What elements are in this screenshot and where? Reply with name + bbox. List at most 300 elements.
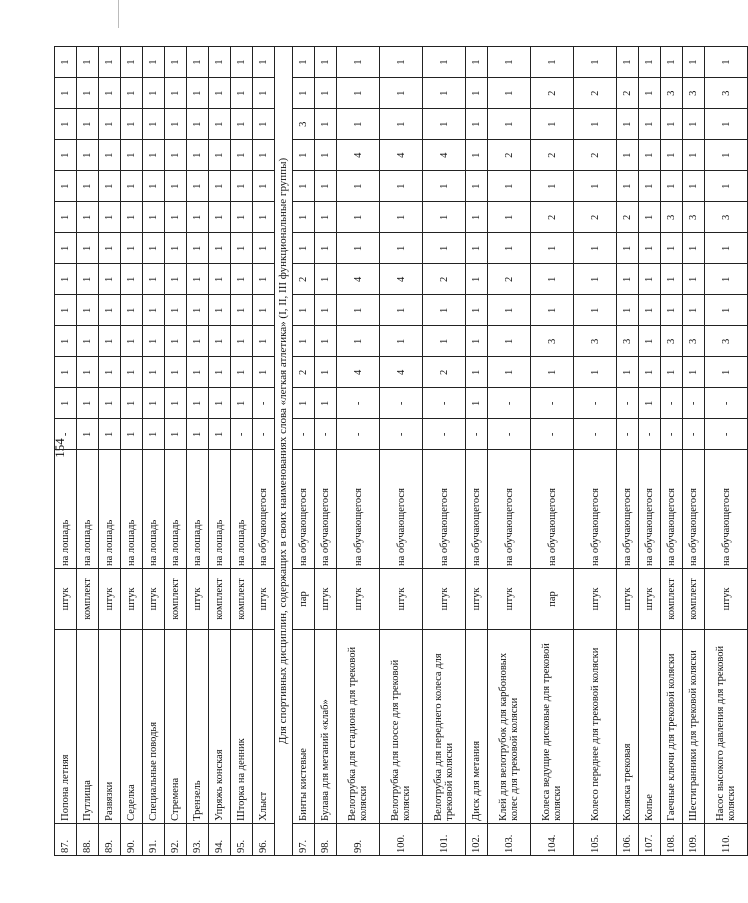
quantity-cell: 1 <box>77 202 99 233</box>
quantity-cell: 1 <box>661 357 683 388</box>
quantity-cell: 1 <box>574 295 617 326</box>
quantity-cell: 1 <box>683 171 705 202</box>
quantity-cell: 1 <box>531 357 574 388</box>
quantity-cell: 1 <box>165 233 187 264</box>
unit-of-measure: штук <box>187 569 209 630</box>
item-name: Гаечные ключи для трековой коляски <box>661 629 683 823</box>
quantity-cell: 1 <box>165 326 187 357</box>
quantity-cell: 1 <box>209 357 231 388</box>
quantity-cell: 2 <box>488 140 531 171</box>
quantity-cell: 1 <box>639 295 661 326</box>
quantity-cell: 4 <box>337 357 380 388</box>
table-row <box>531 47 574 856</box>
quantity-cell: 2 <box>293 357 315 388</box>
calculation-unit: на обучающегося <box>531 450 574 569</box>
calculation-unit: на лошадь <box>165 450 187 569</box>
unit-of-measure: комплект <box>231 569 253 630</box>
table-row <box>617 47 639 856</box>
quantity-cell: 1 <box>315 264 337 295</box>
quantity-cell: 1 <box>143 202 165 233</box>
quantity-cell: 1 <box>143 109 165 140</box>
calculation-unit: на лошадь <box>55 450 77 569</box>
quantity-cell: 1 <box>77 264 99 295</box>
item-name: Насос высокого давления для трековой коляски <box>705 629 748 823</box>
quantity-cell: 1 <box>253 171 275 202</box>
quantity-cell: 1 <box>380 78 423 109</box>
quantity-cell: 1 <box>121 78 143 109</box>
equipment-table-body <box>55 47 748 856</box>
quantity-cell: 1 <box>315 326 337 357</box>
quantity-cell: - <box>253 388 275 419</box>
unit-of-measure: штук <box>143 569 165 630</box>
table-row <box>55 47 77 856</box>
quantity-cell: 1 <box>121 388 143 419</box>
quantity-cell: 1 <box>705 295 748 326</box>
quantity-cell: 1 <box>466 47 488 78</box>
quantity-cell: 1 <box>187 326 209 357</box>
quantity-cell: 3 <box>683 326 705 357</box>
quantity-cell: - <box>683 388 705 419</box>
quantity-cell: - <box>574 419 617 450</box>
quantity-cell: 1 <box>143 326 165 357</box>
quantity-cell: 1 <box>187 357 209 388</box>
quantity-cell: 1 <box>55 264 77 295</box>
quantity-cell: 1 <box>143 140 165 171</box>
quantity-cell: 1 <box>121 140 143 171</box>
item-name: Булава для метаний «клаб» <box>315 629 337 823</box>
item-name: Велотрубка для шоссе для трековой коляски <box>380 629 423 823</box>
quantity-cell: 1 <box>99 171 121 202</box>
quantity-cell: 1 <box>187 295 209 326</box>
table-row <box>639 47 661 856</box>
table-row <box>209 47 231 856</box>
quantity-cell: 1 <box>209 233 231 264</box>
calculation-unit: на обучающегося <box>617 450 639 569</box>
quantity-cell: 1 <box>55 326 77 357</box>
quantity-cell: 1 <box>293 233 315 264</box>
row-number: 95. <box>231 823 253 855</box>
item-name: Специальные поводья <box>143 629 165 823</box>
calculation-unit: на лошадь <box>209 450 231 569</box>
quantity-cell: 1 <box>143 388 165 419</box>
quantity-cell: 1 <box>574 233 617 264</box>
quantity-cell: - <box>423 388 466 419</box>
quantity-cell: - <box>683 419 705 450</box>
unit-of-measure: комплект <box>683 569 705 630</box>
quantity-cell: 1 <box>209 171 231 202</box>
quantity-cell: 1 <box>55 109 77 140</box>
quantity-cell: 1 <box>705 233 748 264</box>
unit-of-measure: штук <box>253 569 275 630</box>
quantity-cell: 1 <box>187 47 209 78</box>
quantity-cell: 1 <box>488 109 531 140</box>
quantity-cell: 2 <box>574 78 617 109</box>
quantity-cell: - <box>531 388 574 419</box>
calculation-unit: на обучающегося <box>661 450 683 569</box>
quantity-cell: 1 <box>187 388 209 419</box>
quantity-cell: 1 <box>466 140 488 171</box>
quantity-cell: 1 <box>617 264 639 295</box>
quantity-cell: 1 <box>209 388 231 419</box>
quantity-cell: 1 <box>315 388 337 419</box>
quantity-cell: 1 <box>639 171 661 202</box>
calculation-unit: на лошадь <box>143 450 165 569</box>
quantity-cell: 1 <box>187 264 209 295</box>
quantity-cell: - <box>617 419 639 450</box>
quantity-cell: - <box>466 419 488 450</box>
quantity-cell: 1 <box>55 295 77 326</box>
quantity-cell: 1 <box>293 171 315 202</box>
quantity-cell: 1 <box>231 326 253 357</box>
quantity-cell: 1 <box>617 233 639 264</box>
item-name: Развязки <box>99 629 121 823</box>
quantity-cell: 1 <box>423 171 466 202</box>
table-row <box>165 47 187 856</box>
quantity-cell: 1 <box>165 140 187 171</box>
quantity-cell: 1 <box>77 109 99 140</box>
quantity-cell: 2 <box>531 202 574 233</box>
item-name: Копье <box>639 629 661 823</box>
unit-of-measure: штук <box>315 569 337 630</box>
quantity-cell: 3 <box>683 202 705 233</box>
quantity-cell: 1 <box>231 78 253 109</box>
table-row <box>293 47 315 856</box>
quantity-cell: - <box>337 419 380 450</box>
quantity-cell: 1 <box>337 47 380 78</box>
quantity-cell: 1 <box>639 140 661 171</box>
quantity-cell: 1 <box>99 47 121 78</box>
quantity-cell: 4 <box>380 264 423 295</box>
row-number: 105. <box>574 823 617 855</box>
quantity-cell: 1 <box>661 47 683 78</box>
quantity-cell: 1 <box>253 202 275 233</box>
quantity-cell: - <box>488 388 531 419</box>
quantity-cell: 1 <box>574 109 617 140</box>
quantity-cell: 1 <box>683 264 705 295</box>
quantity-cell: 1 <box>165 264 187 295</box>
quantity-cell: 1 <box>380 109 423 140</box>
quantity-cell: 1 <box>293 47 315 78</box>
quantity-cell: 1 <box>705 264 748 295</box>
unit-of-measure: штук <box>337 569 380 630</box>
quantity-cell: 1 <box>143 419 165 450</box>
unit-of-measure: штук <box>423 569 466 630</box>
quantity-cell: 1 <box>77 171 99 202</box>
quantity-cell: 1 <box>315 171 337 202</box>
quantity-cell: 1 <box>99 326 121 357</box>
quantity-cell: 1 <box>99 419 121 450</box>
quantity-cell: 1 <box>121 109 143 140</box>
item-name: Диск для метания <box>466 629 488 823</box>
row-number: 107. <box>639 823 661 855</box>
unit-of-measure: комплект <box>165 569 187 630</box>
quantity-cell: 1 <box>617 295 639 326</box>
table-row <box>683 47 705 856</box>
quantity-cell: 2 <box>574 140 617 171</box>
quantity-cell: 2 <box>423 357 466 388</box>
quantity-cell: - <box>380 388 423 419</box>
quantity-cell: 1 <box>315 295 337 326</box>
table-row <box>337 47 380 856</box>
quantity-cell: - <box>661 419 683 450</box>
quantity-cell: 1 <box>380 202 423 233</box>
quantity-cell: 1 <box>380 171 423 202</box>
quantity-cell: 1 <box>55 388 77 419</box>
unit-of-measure: штук <box>617 569 639 630</box>
quantity-cell: 3 <box>531 326 574 357</box>
quantity-cell: 3 <box>661 326 683 357</box>
item-name: Велотрубка для стадиона для трековой коляски <box>337 629 380 823</box>
quantity-cell: 1 <box>253 233 275 264</box>
section-heading: Для спортивных дисциплин, содержащих в своих наименованиях слова «легкая атлетика» (I, II, III функциональные группы) <box>275 47 293 856</box>
calculation-unit: на лошадь <box>231 450 253 569</box>
quantity-cell: 1 <box>231 264 253 295</box>
quantity-cell: 1 <box>337 295 380 326</box>
quantity-cell: 1 <box>55 171 77 202</box>
quantity-cell: 1 <box>121 233 143 264</box>
quantity-cell: 1 <box>209 47 231 78</box>
quantity-cell: - <box>337 388 380 419</box>
quantity-cell: 1 <box>209 419 231 450</box>
quantity-cell: 1 <box>488 295 531 326</box>
unit-of-measure: штук <box>574 569 617 630</box>
quantity-cell: 1 <box>209 326 231 357</box>
quantity-cell: 1 <box>466 171 488 202</box>
quantity-cell: 1 <box>337 78 380 109</box>
quantity-cell: 4 <box>380 357 423 388</box>
calculation-unit: на обучающегося <box>639 450 661 569</box>
row-number: 97. <box>293 823 315 855</box>
quantity-cell: 1 <box>683 109 705 140</box>
calculation-unit: на обучающегося <box>337 450 380 569</box>
item-name: Шестигранники для трековой коляски <box>683 629 705 823</box>
quantity-cell: 1 <box>293 202 315 233</box>
quantity-cell: 1 <box>423 326 466 357</box>
unit-of-measure: штук <box>99 569 121 630</box>
quantity-cell: 1 <box>209 140 231 171</box>
quantity-cell: 1 <box>531 264 574 295</box>
unit-of-measure: штук <box>705 569 748 630</box>
calculation-unit: на обучающегося <box>293 450 315 569</box>
quantity-cell: 1 <box>77 326 99 357</box>
quantity-cell: 1 <box>617 47 639 78</box>
quantity-cell: 1 <box>466 357 488 388</box>
quantity-cell: 4 <box>380 140 423 171</box>
table-row <box>231 47 253 856</box>
quantity-cell: - <box>617 388 639 419</box>
quantity-cell: 1 <box>77 295 99 326</box>
quantity-cell: 1 <box>705 171 748 202</box>
quantity-cell: - <box>531 419 574 450</box>
quantity-cell: 1 <box>315 357 337 388</box>
unit-of-measure: комплект <box>209 569 231 630</box>
quantity-cell: 1 <box>165 109 187 140</box>
quantity-cell: 1 <box>639 78 661 109</box>
quantity-cell: 1 <box>488 78 531 109</box>
quantity-cell: 1 <box>639 388 661 419</box>
quantity-cell: 1 <box>423 47 466 78</box>
quantity-cell: 3 <box>617 326 639 357</box>
section-heading-row <box>275 47 293 856</box>
quantity-cell: 1 <box>77 78 99 109</box>
quantity-cell: 1 <box>683 233 705 264</box>
calculation-unit: на обучающегося <box>488 450 531 569</box>
quantity-cell: 1 <box>488 171 531 202</box>
quantity-cell: 1 <box>121 47 143 78</box>
quantity-cell: 1 <box>661 264 683 295</box>
quantity-cell: 1 <box>55 233 77 264</box>
quantity-cell: 1 <box>466 233 488 264</box>
quantity-cell: 1 <box>293 140 315 171</box>
quantity-cell: - <box>293 419 315 450</box>
quantity-cell: 4 <box>337 140 380 171</box>
quantity-cell: 1 <box>466 109 488 140</box>
quantity-cell: 1 <box>380 233 423 264</box>
quantity-cell: 1 <box>466 264 488 295</box>
quantity-cell: 1 <box>315 78 337 109</box>
quantity-cell: - <box>574 388 617 419</box>
unit-of-measure: комплект <box>77 569 99 630</box>
quantity-cell: 1 <box>337 109 380 140</box>
quantity-cell: 1 <box>253 295 275 326</box>
unit-of-measure: комплект <box>661 569 683 630</box>
quantity-cell: 1 <box>55 47 77 78</box>
quantity-cell: 1 <box>531 171 574 202</box>
quantity-cell: 1 <box>315 233 337 264</box>
table-row <box>488 47 531 856</box>
quantity-cell: 1 <box>380 326 423 357</box>
quantity-cell: 1 <box>231 202 253 233</box>
row-number: 99. <box>337 823 380 855</box>
quantity-cell: 1 <box>705 109 748 140</box>
quantity-cell: 1 <box>231 295 253 326</box>
quantity-cell: 1 <box>231 140 253 171</box>
quantity-cell: 1 <box>253 264 275 295</box>
quantity-cell: 1 <box>617 109 639 140</box>
quantity-cell: 1 <box>574 357 617 388</box>
quantity-cell: 1 <box>315 202 337 233</box>
quantity-cell: 1 <box>209 295 231 326</box>
table-row <box>187 47 209 856</box>
row-number: 92. <box>165 823 187 855</box>
quantity-cell: 1 <box>617 140 639 171</box>
quantity-cell: 1 <box>488 326 531 357</box>
quantity-cell: 1 <box>165 47 187 78</box>
quantity-cell: 1 <box>99 78 121 109</box>
quantity-cell: 1 <box>423 78 466 109</box>
table-row <box>77 47 99 856</box>
quantity-cell: 1 <box>705 140 748 171</box>
item-name: Хлыст <box>253 629 275 823</box>
quantity-cell: 1 <box>231 171 253 202</box>
quantity-cell: 1 <box>253 326 275 357</box>
quantity-cell: 1 <box>639 47 661 78</box>
item-name: Путлища <box>77 629 99 823</box>
table-row <box>143 47 165 856</box>
calculation-unit: на обучающегося <box>423 450 466 569</box>
quantity-cell: 1 <box>165 295 187 326</box>
quantity-cell: 1 <box>705 47 748 78</box>
quantity-cell: 1 <box>661 295 683 326</box>
row-number: 102. <box>466 823 488 855</box>
row-number: 87. <box>55 823 77 855</box>
table-row <box>380 47 423 856</box>
quantity-cell: 1 <box>165 171 187 202</box>
table-row <box>705 47 748 856</box>
quantity-cell: 2 <box>617 202 639 233</box>
unit-of-measure: штук <box>380 569 423 630</box>
quantity-cell: 1 <box>531 295 574 326</box>
table-row <box>99 47 121 856</box>
quantity-cell: 1 <box>293 78 315 109</box>
quantity-cell: 1 <box>253 357 275 388</box>
quantity-cell: 1 <box>639 233 661 264</box>
quantity-cell: 1 <box>143 295 165 326</box>
quantity-cell: 1 <box>77 388 99 419</box>
quantity-cell: - <box>55 419 77 450</box>
quantity-cell: 1 <box>143 78 165 109</box>
quantity-cell: 1 <box>99 295 121 326</box>
quantity-cell: - <box>423 419 466 450</box>
quantity-cell: 3 <box>705 78 748 109</box>
item-name: Бинты кистевые <box>293 629 315 823</box>
quantity-cell: 1 <box>165 419 187 450</box>
item-name: Колесо переднее для трековой коляски <box>574 629 617 823</box>
unit-of-measure: штук <box>55 569 77 630</box>
calculation-unit: на лошадь <box>121 450 143 569</box>
row-number: 101. <box>423 823 466 855</box>
quantity-cell: - <box>705 419 748 450</box>
quantity-cell: - <box>705 388 748 419</box>
quantity-cell: 1 <box>466 78 488 109</box>
quantity-cell: 3 <box>705 202 748 233</box>
calculation-unit: на лошадь <box>187 450 209 569</box>
quantity-cell: 1 <box>187 171 209 202</box>
calculation-unit: на обучающегося <box>315 450 337 569</box>
quantity-cell: 1 <box>466 326 488 357</box>
quantity-cell: 1 <box>209 78 231 109</box>
row-number: 93. <box>187 823 209 855</box>
quantity-cell: 1 <box>488 233 531 264</box>
quantity-cell: 1 <box>187 140 209 171</box>
quantity-cell: 1 <box>187 109 209 140</box>
item-name: Седелка <box>121 629 143 823</box>
quantity-cell: 1 <box>423 295 466 326</box>
page-number: 154 <box>52 438 67 458</box>
quantity-cell: 3 <box>293 109 315 140</box>
table-row <box>253 47 275 856</box>
quantity-cell: 1 <box>661 233 683 264</box>
quantity-cell: 1 <box>574 171 617 202</box>
quantity-cell: 1 <box>617 357 639 388</box>
quantity-cell: 1 <box>293 388 315 419</box>
quantity-cell: 2 <box>488 264 531 295</box>
quantity-cell: 1 <box>187 78 209 109</box>
quantity-cell: 1 <box>55 202 77 233</box>
quantity-cell: 1 <box>380 47 423 78</box>
row-number: 88. <box>77 823 99 855</box>
item-name: Клей для велотрубок для карбоновых колес для трековой коляски <box>488 629 531 823</box>
quantity-cell: 1 <box>488 202 531 233</box>
quantity-cell: 2 <box>423 264 466 295</box>
quantity-cell: 1 <box>231 357 253 388</box>
unit-of-measure: пар <box>531 569 574 630</box>
quantity-cell: 1 <box>77 233 99 264</box>
quantity-cell: 1 <box>209 202 231 233</box>
quantity-cell: 2 <box>531 78 574 109</box>
quantity-cell: 1 <box>423 233 466 264</box>
quantity-cell: 1 <box>143 357 165 388</box>
